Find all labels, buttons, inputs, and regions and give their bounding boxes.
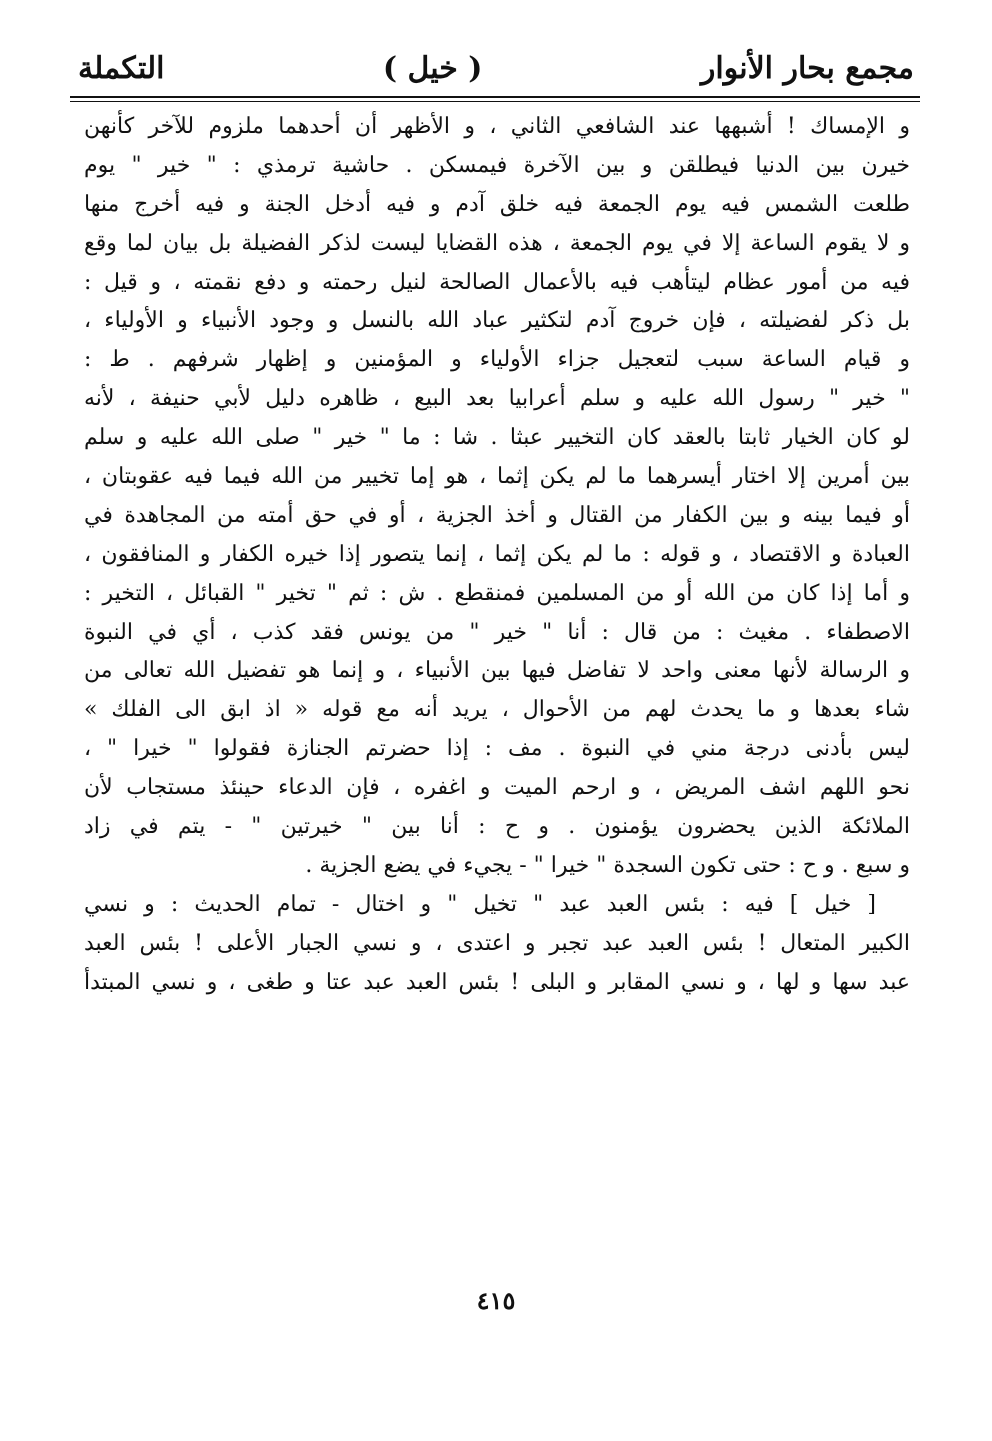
text-line: و لا يقوم الساعة إلا في يوم الجمعة ، هذه القضايا ليست لذكر الفضيلة بل بيان لما وقع [84, 230, 910, 256]
text-line: فيه من أمور عظام ليتأهب فيه بالأعمال الصالحة لنيل رحمته و دفع نقمته ، و قيل : [84, 269, 910, 295]
entry-word: ( خيل ) [382, 50, 483, 86]
text-line: العبادة و الاقتصاد ، و قوله : ما لم يكن إثما ، إنما يتصور إذا خيره الكفار و المنافقون ، [84, 541, 910, 567]
text-line: و سبع . و ح : حتى تكون السجدة " خيرا " - يجيء في يضع الجزية . [305, 852, 910, 878]
book-title: مجمع بحار الأنوار [700, 50, 914, 86]
running-head [78, 44, 914, 92]
text-line: الكبير المتعال ! بئس العبد عبد تجبر و اعتدى ، و نسي الجبار الأعلى ! بئس العبد [84, 930, 910, 956]
text-line: الاصطفاء . مغيث : من قال : أنا " خير " من يونس فقد كذب ، أي في النبوة [84, 619, 910, 645]
text-line: بين أمرين إلا اختار أيسرهما ما لم يكن إثما ، هو إما تخيير من الله فيما فيه عقوبتان ، [84, 464, 910, 490]
text-line: أو فيما بينه و بين الكفار من القتال و أخذ الجزية ، أو في حق أمته من المجاهدة في [84, 502, 910, 528]
text-line: عبد سها و لها ، و نسي المقابر و البلى ! بئس العبد عبد عتا و طغى ، و نسي المبتدأ [84, 969, 910, 995]
text-line: " خير " رسول الله عليه و سلم أعرابيا بعد البيع ، ظاهره دليل لأبي حنيفة ، لأنه [84, 386, 910, 412]
text-line: [ خيل ] فيه : بئس العبد عبد " تخيل " و اختال - تمام الحديث : و نسي [84, 891, 876, 917]
header-rule [70, 96, 920, 98]
text-line: لو كان الخيار ثابتا بالعقد كان التخيير عبثا . شا : ما " خير " صلى الله عليه و سلم [84, 425, 910, 451]
text-line: طلعت الشمس فيه يوم الجمعة فيه خلق آدم و فيه أدخل الجنة و فيه أخرج منها [84, 191, 910, 217]
header-rule-thin [70, 101, 920, 102]
text-line: خيرن بين الدنيا فيطلقن و بين الآخرة فيمسكن . حاشية ترمذي : " خير " يوم [84, 152, 910, 178]
text-line: شاء بعدها و ما يحدث لهم من الأحوال ، يريد أنه مع قوله « اذ ابق الى الفلك » [84, 697, 910, 723]
text-line: و الإمساك ! أشبهها عند الشافعي الثاني ، و الأظهر أن أحدهما ملزوم للآخر كأنهن [84, 114, 910, 139]
text-line: بل ذكر لفضيلته ، فإن خروج آدم لتكثير عباد الله بالنسل و وجود الأنبياء و الأولياء ، [84, 308, 910, 334]
page-number: ٤١٥ [476, 1286, 516, 1315]
text-line: الملائكة الذين يحضرون يؤمنون . و ح : أنا بين " خيرتين " - يتم في زاد [84, 814, 910, 840]
body-text [84, 108, 910, 1002]
section-title: التكملة [78, 50, 165, 86]
text-line: و أما إذا كان من الله أو من المسلمين فمنقطع . ش : ثم " تخير " القبائل ، التخير : [84, 580, 910, 606]
text-line: ليس بأدنى درجة مني في النبوة . مف : إذا حضرتم الجنازة فقولوا " خيرا " ، [84, 736, 910, 762]
text-line: نحو اللهم اشف المريض ، و ارحم الميت و اغفره ، فإن الدعاء حينئذ مستجاب لأن [84, 775, 910, 801]
text-line: و قيام الساعة سبب لتعجيل جزاء الأولياء و المؤمنين و إظهار شرفهم . ط : [84, 347, 910, 373]
text-line: و الرسالة لأنها معنى واحد لا تفاضل فيها بين الأنبياء ، و إنما هو تفضيل الله تعالى من [84, 658, 910, 684]
